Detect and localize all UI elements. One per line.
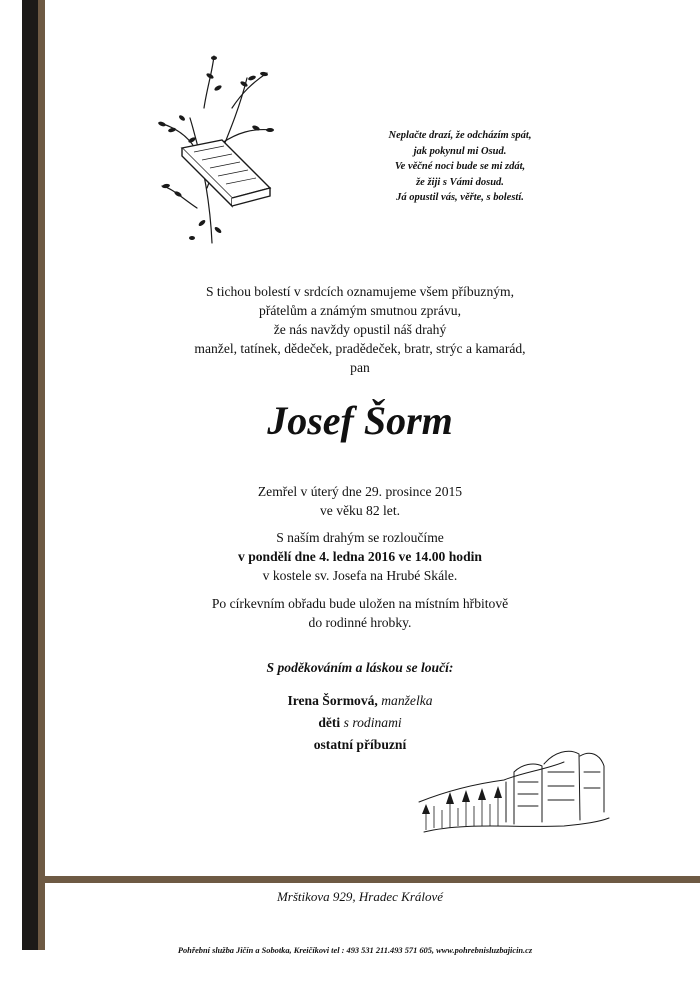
burial-line: Po církevním obřadu bude uložen na místním hřbitově <box>211 596 509 611</box>
announcement-line: manžel, tatínek, dědeček, pradědeček, bratr, strýc a kamarád, <box>194 341 526 356</box>
rock-castle-icon <box>414 742 614 842</box>
death-age: ve věku 82 let. <box>319 503 401 518</box>
farewell-place: v kostele sv. Josefa na Hrubé Skále. <box>262 568 458 583</box>
mourner-row <box>160 690 560 712</box>
burial-line: do rodinné hrobky. <box>308 615 412 630</box>
burial-info <box>130 594 590 632</box>
announcement-line: pan <box>350 360 370 375</box>
announcement-line: že nás navždy opustil náš drahý <box>273 322 447 337</box>
farewell-datetime: v pondělí dne 4. ledna 2016 ve 14.00 hodin <box>238 549 482 564</box>
farewell-intro: S naším drahým se rozloučíme <box>276 530 444 545</box>
mourner-row <box>160 712 560 734</box>
poem <box>330 128 590 206</box>
mourner-name: děti <box>318 715 341 730</box>
farewell-info <box>130 528 590 585</box>
poem-line: že žiji s Vámi dosud. <box>416 176 504 188</box>
mourner-relation: manželka <box>381 693 433 708</box>
book-with-branches-icon <box>152 48 284 248</box>
poem-line: Já opustil vás, věřte, s bolestí. <box>396 192 524 203</box>
announcement-line: S tichou bolestí v srdcích oznamujeme všem příbuzným, <box>205 284 515 299</box>
border-bottom-bar <box>38 876 700 883</box>
mourner-name: Irena Šormová, <box>287 693 378 708</box>
thanks-heading: S poděkováním a láskou se loučí: <box>266 660 454 675</box>
announcement-line: přátelům a známým smutnou zprávu, <box>259 303 461 318</box>
mourner-name: ostatní příbuzní <box>313 737 407 752</box>
announcement <box>150 282 570 377</box>
death-date: Zemřel v úterý dne 29. prosince 2015 <box>257 484 463 499</box>
border-brown-stripe <box>38 0 45 950</box>
death-info <box>130 482 590 520</box>
address: Mrštikova 929, Hradec Králové <box>276 889 444 904</box>
mourner-relation: s rodinami <box>343 715 402 730</box>
border-black-stripe <box>22 0 38 950</box>
poem-line: Ve věčné noci bude se mi zdát, <box>394 161 526 172</box>
footer-funeral-service: Pohřební služba Jičín a Sobotka, Kreičíkovi tel : 493 531 211.493 571 605, www.pohrebnisluzbajicin.cz <box>177 946 533 955</box>
poem-line: jak pokynul mi Osud. <box>413 145 507 157</box>
deceased-name: Josef Šorm <box>267 398 453 443</box>
poem-line: Neplačte drazí, že odcházím spát, <box>388 130 532 141</box>
